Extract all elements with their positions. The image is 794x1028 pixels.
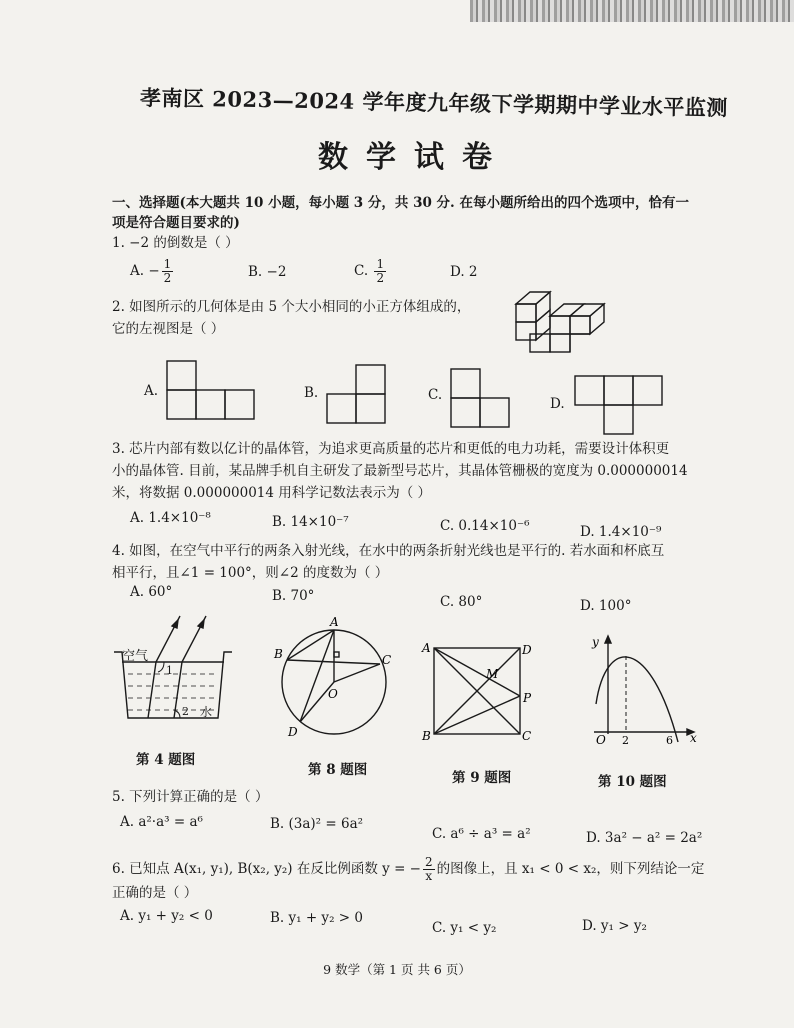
q6-line2: 正确的是（ ） <box>112 885 198 901</box>
fig4-label-angle2: 2 <box>182 705 189 718</box>
figure-8 <box>270 612 400 742</box>
fig8-label-a: A <box>330 615 339 629</box>
fig9-label-d: D <box>522 643 532 657</box>
q2-option-b: B. <box>304 385 319 401</box>
q2-option-a: A. <box>144 383 159 399</box>
section-heading-line2: 项是符合题目要求的) <box>112 215 240 231</box>
q4-line2: 相平行，且∠1 = 100°，则∠2 的度数为（ ） <box>112 565 389 581</box>
fig8-label-o: O <box>328 687 338 701</box>
fig9-label-a: A <box>422 641 431 655</box>
q5-option-a: A. a²·a³ = a⁶ <box>120 814 203 830</box>
fig9-label-c: C <box>522 729 532 743</box>
q2-option-c: C. <box>428 387 443 403</box>
q1-option-b: B. −2 <box>248 264 287 280</box>
q1-option-a: A. − $\frac{1}{2}$ <box>130 257 172 285</box>
fig9-label-b: B <box>422 729 431 743</box>
q2-solid-figure <box>510 286 610 358</box>
fig10-label-y: y <box>592 635 599 649</box>
q6-option-a: A. y₁ + y₂ < 0 <box>120 908 213 924</box>
q3-line3: 米，将数据 0.000000014 用科学记数法表示为（ ） <box>112 485 432 501</box>
document-title: 数学试卷 <box>318 140 510 175</box>
figure-4 <box>108 614 238 734</box>
section-heading-line1: 一、选择题(本大题共 10 小题，每小题 3 分，共 30 分. 在每小题所给出的四个选项中，恰有一 <box>112 195 689 211</box>
q1-text: 1. −2 的倒数是（ ） <box>112 235 239 251</box>
fig9-label-m: M <box>486 667 499 681</box>
q5-option-b: B. (3a)² = 6a² <box>270 816 364 832</box>
q6-line1: 6. 已知点 A(x₁, y₁), B(x₂, y₂) 在反比例函数 y = − $\frac{2}{x}$ 的图像上，且 x₁ < 0 < x₂，则下列结论一定 <box>112 855 705 883</box>
q3-option-c: C. 0.14×10⁻⁶ <box>440 518 530 534</box>
q2-view-d <box>574 375 664 435</box>
q5-option-d: D. 3a² − a² = 2a² <box>586 830 703 846</box>
fig8-label-d: D <box>288 725 298 739</box>
q2-view-a <box>166 360 256 420</box>
q4-line1: 4. 如图，在空气中平行的两条入射光线，在水中的两条折射光线也是平行的. 若水面和杯底互 <box>112 543 665 559</box>
figure-9 <box>420 638 540 746</box>
caption-figure-8: 第 8 题图 <box>308 762 368 778</box>
page-footer: 9 数学（第 1 页 共 6 页） <box>323 962 471 977</box>
fig8-label-c: C <box>382 653 392 667</box>
q6-option-b: B. y₁ + y₂ > 0 <box>270 910 363 926</box>
fig4-label-air: 空气 <box>122 649 149 664</box>
caption-figure-4: 第 4 题图 <box>136 752 196 768</box>
exam-header-title: 孝南区 2023—2024 学年度九年级下学期期中学业水平监测 <box>139 85 729 121</box>
q3-option-d: D. 1.4×10⁻⁹ <box>580 524 662 540</box>
fig10-label-2: 2 <box>622 734 629 744</box>
fig8-label-b: B <box>274 647 283 661</box>
q1-option-c: C. $\frac{1}{2}$ <box>354 257 385 285</box>
q2-line2: 它的左视图是（ ） <box>112 321 225 337</box>
fig10-label-6: 6 <box>666 734 673 744</box>
fig4-label-water: 水 <box>200 705 213 719</box>
q3-line1: 3. 芯片内部有数以亿计的晶体管，为追求更高质量的芯片和更低的电力功耗，需要设计体积更 <box>112 441 670 457</box>
q5-option-c: C. a⁶ ÷ a³ = a² <box>432 826 531 842</box>
figure-10 <box>586 632 698 744</box>
q1-option-d: D. 2 <box>450 264 478 280</box>
q4-option-d: D. 100° <box>580 598 632 614</box>
q2-line1: 2. 如图所示的几何体是由 5 个大小相同的小正方体组成的， <box>112 299 471 315</box>
q3-line2: 小的晶体管. 目前，某品牌手机自主研发了最新型号芯片，其晶体管栅极的宽度为 0.000000014 <box>112 463 688 479</box>
q1-c-fraction: $\frac{1}{2}$ <box>376 257 385 285</box>
q6-option-d: D. y₁ > y₂ <box>582 918 647 934</box>
fig10-label-x: x <box>690 731 697 744</box>
fig9-label-p: P <box>523 691 532 705</box>
q3-option-a: A. 1.4×10⁻⁸ <box>130 510 211 526</box>
q4-option-b: B. 70° <box>272 588 315 604</box>
q2-option-d: D. <box>550 396 565 412</box>
fig10-label-origin: O <box>596 733 606 744</box>
q6-fraction: $\frac{2}{x}$ <box>425 855 433 883</box>
q5-text: 5. 下列计算正确的是（ ） <box>112 789 269 805</box>
scan-edge <box>470 0 794 22</box>
q2-view-c <box>450 368 512 428</box>
q1-a-fraction: $\frac{1}{2}$ <box>163 257 172 285</box>
q6-option-c: C. y₁ < y₂ <box>432 920 497 936</box>
q4-option-c: C. 80° <box>440 594 483 610</box>
q2-view-b <box>326 364 388 424</box>
q4-option-a: A. 60° <box>130 584 173 600</box>
fig4-label-angle1: 1 <box>166 664 173 677</box>
q3-option-b: B. 14×10⁻⁷ <box>272 514 349 530</box>
caption-figure-10: 第 10 题图 <box>598 774 667 790</box>
caption-figure-9: 第 9 题图 <box>452 770 512 786</box>
